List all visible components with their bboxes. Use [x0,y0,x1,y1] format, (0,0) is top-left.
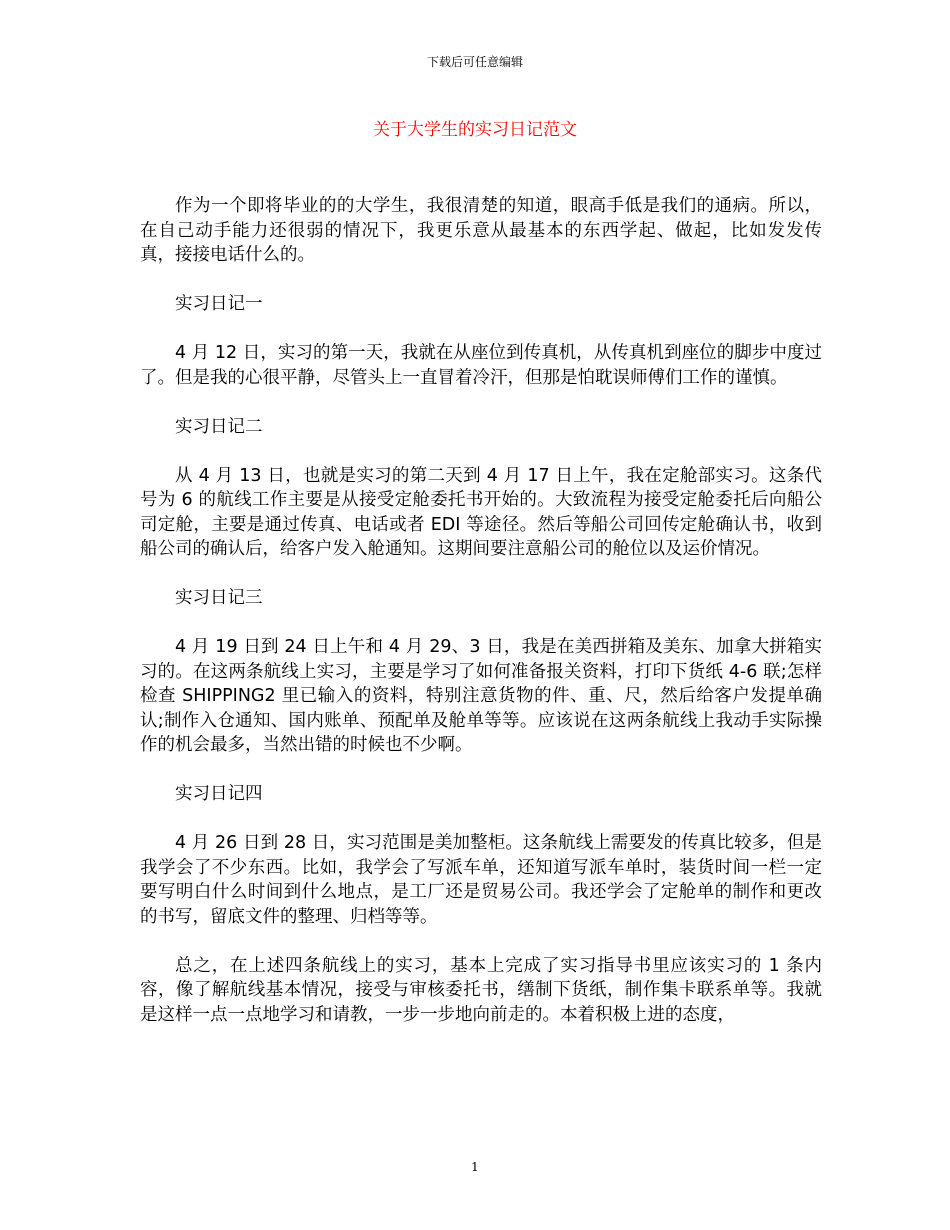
diary-heading-3: 实习日记三 [175,588,263,608]
diary-heading-4: 实习日记四 [175,784,263,804]
header-note: 下载后可任意编辑 [426,55,523,69]
diary-heading-2: 实习日记二 [175,416,263,437]
intro-paragraph: 作为一个即将毕业的的大学生，我很清楚的知道，眼高手低是我们的通病。所以，在自己动手能力还很弱的情况下，我更乐意从最基本的东西学起、做起，比如发发传真，接接电话什么的。 [140,196,822,265]
diary-paragraph-3: 4 月 19 日到 24 日上午和 4 月 29、3 日，我是在美西拼箱及美东、加拿大拼箱实习的。在这两条航线上实习，主要是学习了如何准备报关资料，打印下货纸 4-6 联;怎样检查 SHIPPING2 里已输入的资料，特别注意货物的件、重、尺，然后给客户发提单确认;制作入仓通知、国内账单、预配单及舱单等等。应该说在这两条航线上我动手实际操作的机会最多，当然出错的时候也不少啊。 [140,637,822,755]
conclusion-paragraph: 总之，在上述四条航线上的实习，基本上完成了实习指导书里应该实习的 1 条内容，像了解航线基本情况，接受与审核委托书，缮制下货纸，制作集卡联系单等。我就是这样一点一点地学习和请教，一步一步地向前走的。本着积极上进的态度， [140,955,822,1025]
page-number: 1 [471,1160,479,1174]
diary-paragraph-4: 4 月 26 日到 28 日，实习范围是美加整柜。这条航线上需要发的传真比较多，但是我学会了不少东西。比如，我学会了写派车单，还知道写派车单时，装货时间一栏一定要写明白什么时间到什么地点，是工厂还是贸易公司。我还学会了定舱单的制作和更改的书写，留底文件的整理、归档等等。 [140,833,822,927]
document-title: 关于大学生的实习日记范文 [373,120,577,140]
diary-paragraph-2: 从 4 月 13 日，也就是实习的第二天到 4 月 17 日上午，我在定舱部实习。这条代号为 6 的航线工作主要是从接受定舱委托书开始的。大致流程为接受定舱委托后向船公司定舱，主要是通过传真、电话或者 EDI 等途径。然后等船公司回传定舱确认书，收到船公司的确认后，给客户发入舱通知。这期间要注意船公司的舱位以及运价情况。 [140,465,822,559]
diary-paragraph-1: 4 月 12 日，实习的第一天，我就在从座位到传真机，从传真机到座位的脚步中度过了。但是我的心很平静，尽管头上一直冒着冷汗，但那是怕耽误师傅们工作的谨慎。 [140,343,822,388]
diary-heading-1: 实习日记一 [175,294,263,314]
document-body [140,194,822,1052]
